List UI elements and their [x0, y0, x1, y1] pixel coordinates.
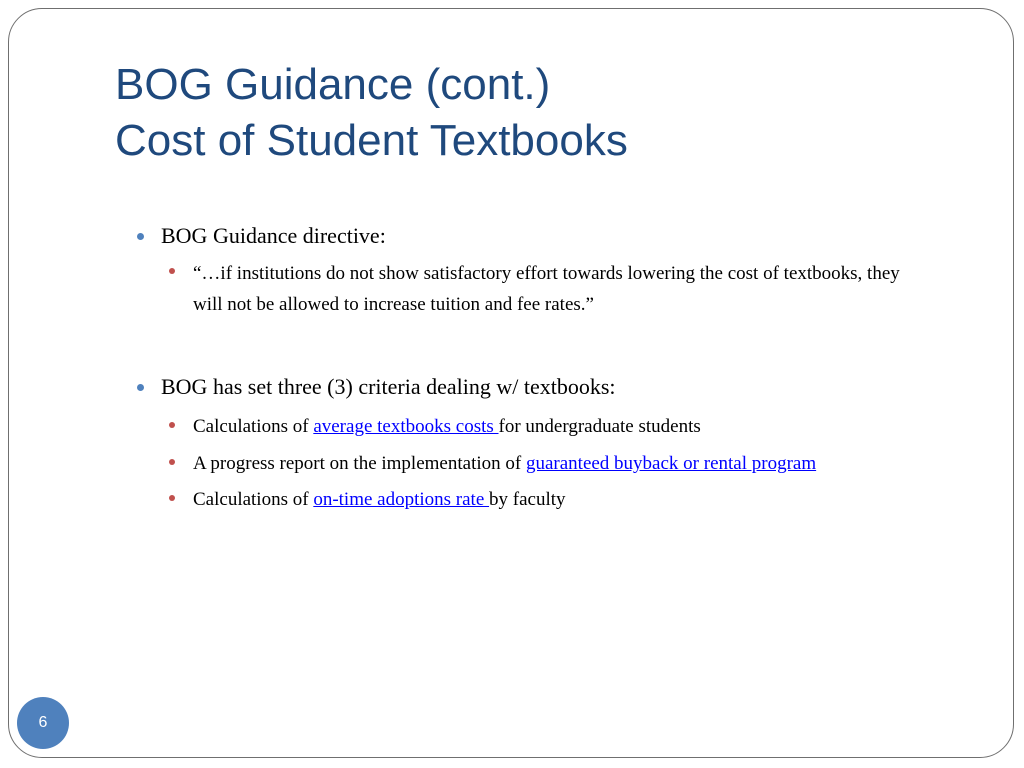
level1-bullet-icon — [137, 384, 144, 391]
slide-title-line-1: BOG Guidance (cont.) — [115, 60, 551, 109]
bullet-2-sub-1-after: for undergraduate students — [498, 416, 701, 437]
bullet-2-sub-3-after: by faculty — [489, 489, 566, 510]
average-textbooks-costs-link[interactable]: average textbooks costs — [313, 416, 499, 437]
level2-bullet-icon — [169, 268, 175, 274]
bullet-2-sub-1 — [193, 411, 701, 442]
slide-title — [115, 57, 628, 169]
bullet-2-sub-2 — [193, 448, 816, 479]
slide — [8, 8, 1014, 758]
level2-bullet-icon — [169, 422, 175, 428]
bullet-2-sub-3 — [193, 484, 566, 515]
level1-bullet-icon — [137, 233, 144, 240]
bullet-1-text: BOG Guidance directive: — [161, 223, 386, 248]
level2-bullet-icon — [169, 495, 175, 501]
guaranteed-buyback-link[interactable]: guaranteed buyback or rental program — [525, 453, 817, 474]
page-number-badge: 6 — [17, 697, 69, 749]
bullet-2-sub-3-before: Calculations of — [193, 489, 314, 510]
bullet-2-text: BOG has set three (3) criteria dealing w/ textbooks: — [161, 374, 616, 399]
slide-title-line-2: Cost of Student Textbooks — [115, 116, 628, 165]
bullet-2-sub-1-before: Calculations of — [193, 416, 314, 437]
bullet-1-sub-1-text: “…if institutions do not show satisfactory effort towards lowering the cost of textbooks, they will not be allowed to increase tuition and fee rates.” — [193, 263, 900, 315]
level2-bullet-icon — [169, 459, 175, 465]
bullet-2-sub-2-before: A progress report on the implementation of — [193, 453, 526, 474]
on-time-adoptions-link[interactable]: on-time adoptions rate — [313, 489, 490, 510]
